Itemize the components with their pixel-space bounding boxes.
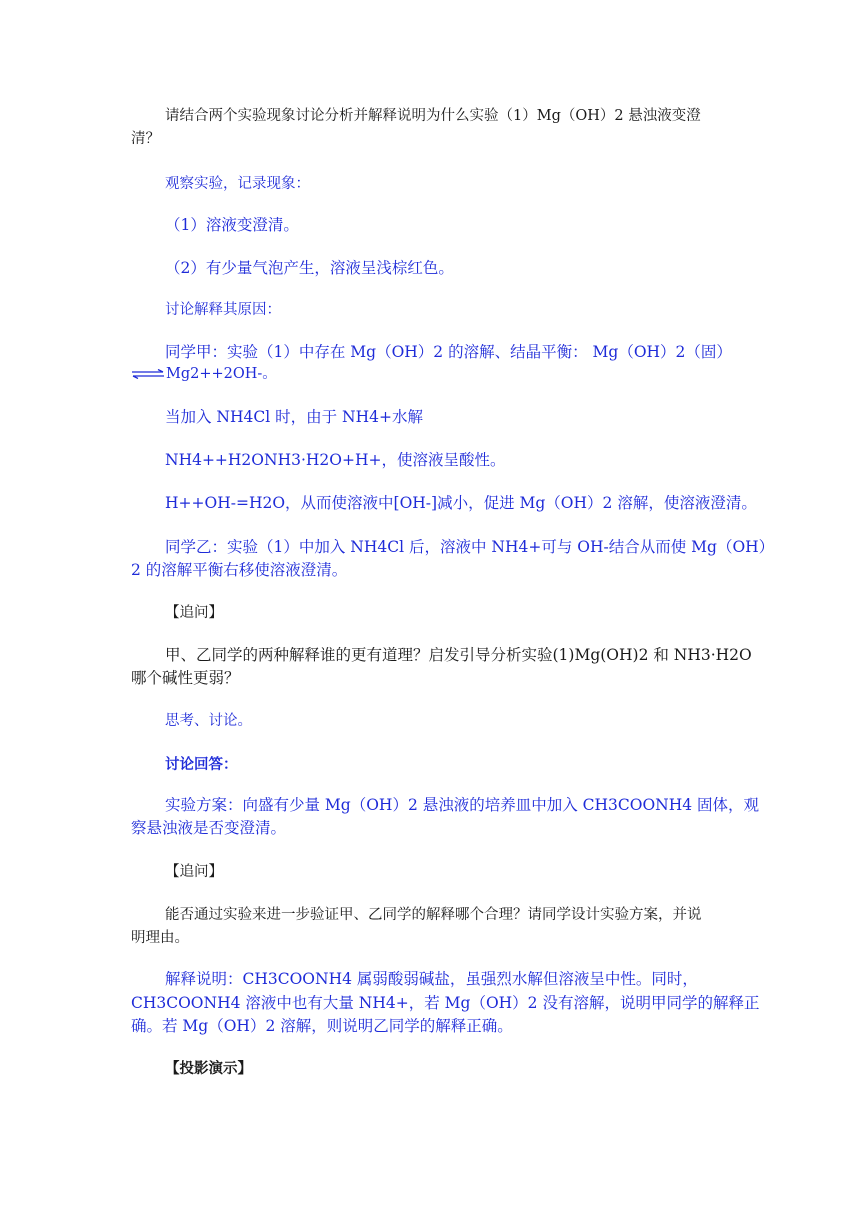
- observe-heading: 观察实验，记录现象：: [165, 176, 310, 192]
- follow-up-question-line-1: 甲、乙同学的两种解释谁的更有道理？启发引导分析实验(1)Mg(OH)2 和 NH3·H2O: [165, 646, 752, 664]
- discussion-answer-heading: 讨论回答：: [165, 756, 238, 773]
- equilibrium-arrow-icon: [131, 369, 165, 379]
- design-question-line-2: 明理由。: [131, 930, 189, 946]
- student-b-line-2: 2 的溶解平衡右移使溶液澄清。: [131, 561, 348, 579]
- follow-up-heading-1: 【追问】: [165, 605, 223, 621]
- experiment-plan-line-2: 察悬浊液是否变澄清。: [131, 819, 287, 837]
- observation-1: （1）溶液变澄清。: [165, 216, 299, 234]
- experiment-plan-line-1: 实验方案：向盛有少量 Mg（OH）2 悬浊液的培养皿中加入 CH3COONH4 固体，观: [165, 796, 760, 814]
- question-line-2: 清？: [131, 131, 160, 147]
- explanation-line-1: 解释说明：CH3COONH4 属弱酸弱碱盐，虽强烈水解但溶液呈中性。同时，: [165, 970, 698, 988]
- neutralization-line: H++OH-=H2O，从而使溶液中[OH-]减小，促进 Mg（OH）2 溶解，使溶液澄清。: [165, 494, 757, 512]
- discussion-heading: 讨论解释其原因：: [165, 302, 281, 318]
- projection-demo-heading: 【投影演示】: [165, 1060, 252, 1077]
- add-nh4cl-line: 当加入 NH4Cl 时，由于 NH4+水解: [165, 408, 423, 426]
- student-a-line-1: 同学甲：实验（1）中存在 Mg（OH）2 的溶解、结晶平衡： Mg（OH）2（固）: [165, 343, 732, 361]
- explanation-line-2: CH3COONH4 溶液中也有大量 NH4+，若 Mg（OH）2 没有溶解，说明甲同学的解释正: [131, 994, 760, 1012]
- explanation-line-3: 确。若 Mg（OH）2 溶解，则说明乙同学的解释正确。: [131, 1017, 513, 1035]
- question-line-1: 请结合两个实验现象讨论分析并解释说明为什么实验（1）Mg（OH）2 悬浊液变澄: [165, 108, 701, 124]
- observation-2: （2）有少量气泡产生，溶液呈浅棕红色。: [165, 259, 454, 277]
- hydrolysis-equation: NH4++H2ONH3·H2O+H+，使溶液呈酸性。: [165, 451, 506, 469]
- think-discuss: 思考、讨论。: [165, 713, 252, 729]
- student-b-line-1: 同学乙：实验（1）中加入 NH4Cl 后，溶液中 NH4+可与 OH-结合从而使 Mg（OH）: [165, 538, 775, 556]
- student-a-line-2: [131, 366, 277, 383]
- design-question-line-1: 能否通过实验来进一步验证甲、乙同学的解释哪个合理？请同学设计实验方案，并说: [165, 907, 702, 923]
- follow-up-heading-2: 【追问】: [165, 864, 223, 880]
- student-a-ions: Mg2++2OH-。: [166, 366, 277, 382]
- follow-up-question-line-2: 哪个碱性更弱？: [131, 669, 240, 687]
